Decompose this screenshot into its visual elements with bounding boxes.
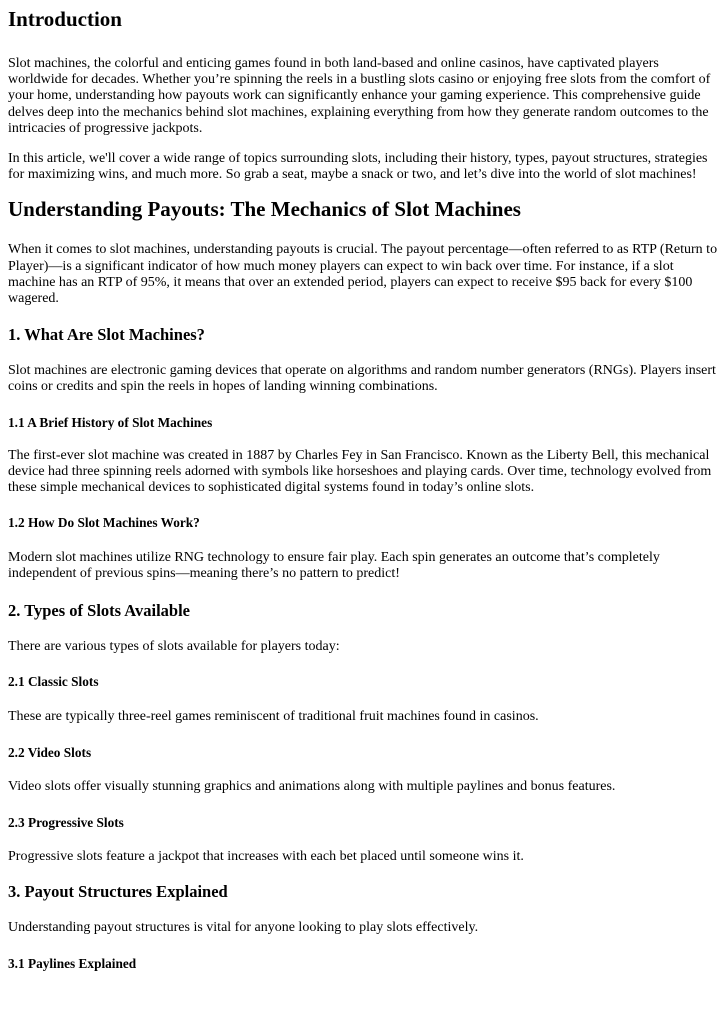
how-work-heading: 1.2 How Do Slot Machines Work?	[8, 515, 200, 531]
progressive-slots-heading: 2.3 Progressive Slots	[8, 815, 124, 831]
intro-heading: Introduction	[8, 7, 122, 31]
payout-structures-heading: 3. Payout Structures Explained	[8, 882, 228, 902]
what-are-slots-paragraph: Slot machines are electronic gaming devices that operate on algorithms and random number generators (RNGs). Players insert coins or credits and spin the reels in hopes of landing winning combinations.	[8, 363, 716, 395]
how-work-paragraph: Modern slot machines utilize RNG technology to ensure fair play. Each spin generates an outcome that’s completely independent of previous spins—meaning there’s no pattern to predict!	[8, 550, 660, 582]
payouts-paragraph: When it comes to slot machines, understanding payouts is crucial. The payout percentage—often referred to as RTP (Return to Player)—is a significant indicator of how much money players can expect to win back over time. For instance, if a slot machine has an RTP of 95%, it means that over an extended period, players can expect to receive $95 back for every $100 wagered.	[8, 242, 718, 307]
intro-paragraph-2: In this article, we'll cover a wide range of topics surrounding slots, including their history, types, payout structures, strategies for maximizing wins, and much more. So grab a seat, maybe a snack or two, and let’s dive into the world of slot machines!	[8, 151, 708, 183]
history-heading: 1.1 A Brief History of Slot Machines	[8, 414, 213, 430]
intro-paragraph-1: Slot machines, the colorful and enticing games found in both land-based and online casinos, have captivated players worldwide for decades. Whether you’re spinning the reels in a bustling slots casino or enjoying free slots from the comfort of your home, understanding how payouts work can significantly enhance your gaming experience. This comprehensive guide delves deep into the mechanics behind slot machines, explaining everything from how they generate random outcomes to the intricacies of progressive jackpots.	[8, 56, 711, 136]
classic-slots-paragraph: These are typically three-reel games reminiscent of traditional fruit machines found in casinos.	[8, 708, 539, 724]
video-slots-paragraph: Video slots offer visually stunning graphics and animations along with multiple paylines and bonus features.	[8, 779, 616, 795]
history-paragraph: The first-ever slot machine was created in 1887 by Charles Fey in San Francisco. Known as the Liberty Bell, this mechanical device had three spinning reels adorned with symbols like horseshoes and playing cards. Over time, technology evolved from these simple mechanical devices to sophisticated digital systems found in today’s online slots.	[8, 447, 712, 496]
types-paragraph: There are various types of slots available for players today:	[8, 638, 340, 654]
types-heading: 2. Types of Slots Available	[8, 600, 190, 620]
progressive-slots-paragraph: Progressive slots feature a jackpot that increases with each bet placed until someone wins it.	[8, 849, 524, 865]
classic-slots-heading: 2.1 Classic Slots	[8, 673, 99, 689]
video-slots-heading: 2.2 Video Slots	[8, 745, 92, 761]
payouts-heading: Understanding Payouts: The Mechanics of Slot Machines	[8, 197, 521, 222]
what-are-slots-heading: 1. What Are Slot Machines?	[8, 325, 205, 345]
article-body	[0, 7, 720, 972]
payout-structures-paragraph: Understanding payout structures is vital for anyone looking to play slots effectively.	[8, 920, 479, 936]
paylines-heading: 3.1 Paylines Explained	[8, 955, 137, 971]
